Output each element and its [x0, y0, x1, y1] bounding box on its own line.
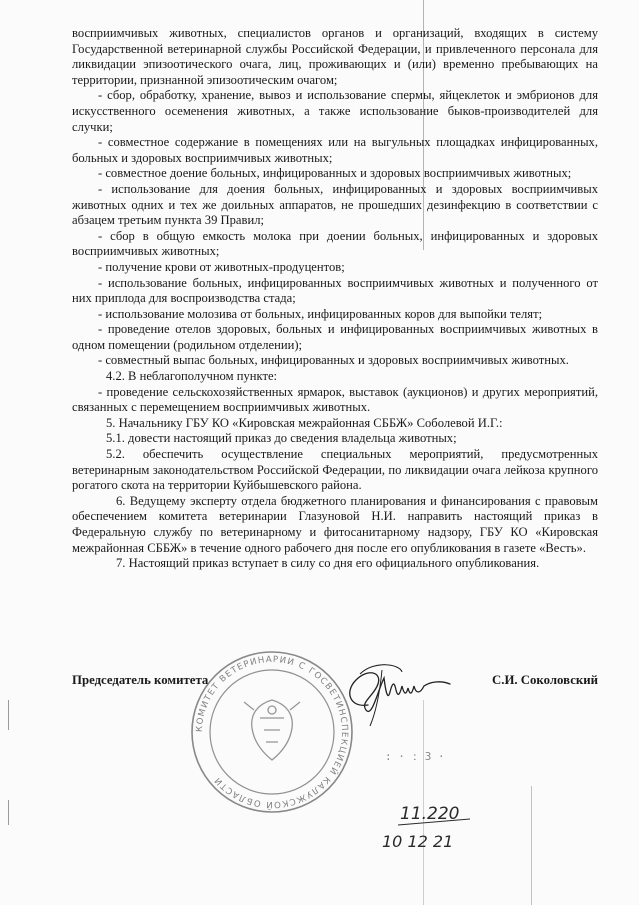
paragraph: - сбор в общую емкость молока при доении больных, инфицированных и здоровых восприимчивых животных;	[72, 228, 598, 259]
paragraph: - сбор, обработку, хранение, вывоз и использование спермы, яйцеклеток и эмбрионов для искусственного осеменения животных, а также использование быков-производителей для случки;	[72, 88, 598, 134]
signer-title: Председатель комитета	[72, 673, 209, 687]
signer-name: С.И. Соколовский	[492, 673, 598, 687]
scan-edge-mark	[8, 700, 9, 730]
scan-noise-marks: : · ː 3 ·	[385, 750, 445, 763]
scan-artifact-line	[531, 786, 532, 905]
document-body	[72, 26, 598, 572]
paragraph: 7. Настоящий приказ вступает в силу со дня его официального опубликования.	[116, 556, 540, 571]
paragraph: - совместный выпас больных, инфицированных и здоровых восприимчивых животных.	[98, 353, 569, 368]
paragraph: 5.1. довести настоящий приказ до сведения владельца животных;	[106, 431, 457, 446]
scan-edge-mark	[8, 800, 9, 825]
paragraph: - использование молозива от больных, инфицированных коров для выпойки телят;	[98, 306, 543, 321]
paragraph: восприимчивых животных, специалистов органов и организаций, входящих в систему Государственной ветеринарной службы Российской Федерации, и привлеченного персонала для ликвидации эпизоотического очага, лиц, проживающих и (или) временно пребывающих на территории, признанной эпизоотическим очагом;	[72, 26, 598, 87]
paragraph: - проведение сельскохозяйственных ярмарок, выставок (аукционов) и других мероприятий, связанных с перемещением восприимчивых животных.	[72, 384, 598, 415]
handwritten-registration	[380, 795, 530, 865]
paragraph: 6. Ведущему эксперту отдела бюджетного планирования и финансирования с правовым обеспечением комитета ветеринарии Глазуновой Н.И. направить настоящий приказ в Федеральную службу по ветеринарному и фитосанитарному надзору, ГБУ КО «Кировская межрайонная СББЖ» в течение одного рабочего дня после его опубликования в газете «Весть».	[72, 493, 598, 555]
stamp-ring-text: КОМИТЕТ ВЕТЕРИНАРИИ С ГОСВЕТИНСПЕКЦИЕЙ КАЛУЖСКОЙ ОБЛАСТИ	[194, 654, 350, 810]
paragraph: - проведение отелов здоровых, больных и инфицированных восприимчивых животных в одном помещении (родильном отделении);	[72, 322, 598, 352]
paragraph: - использование больных, инфицированных восприимчивых животных и полученного от них приплода для воспроизводства стада;	[72, 275, 598, 306]
paragraph: - совместное доение больных, инфицированных и здоровых восприимчивых животных;	[98, 166, 572, 181]
paragraph: - совместное содержание в помещениях или на выгульных площадках инфицированных, больных и здоровых восприимчивых животных;	[72, 135, 598, 165]
section-heading: 4.2. В неблагополучном пункте:	[106, 369, 278, 384]
paragraph: - получение крови от животных-продуцентов;	[98, 259, 345, 274]
handwritten-signature	[330, 650, 480, 730]
paragraph: 5. Начальнику ГБУ КО «Кировская межрайонная СББЖ» Соболевой И.Г.:	[106, 415, 503, 430]
registration-date: 10 12 21	[382, 832, 454, 851]
registration-number: 11.220	[400, 804, 460, 824]
paragraph: - использование для доения больных, инфицированных и здоровых восприимчивых животных одних и тех же доильных аппаратов, не прошедших дезинфекцию в соответствии с абзацем третьим пункта 39 Правил;	[72, 181, 598, 228]
paragraph: 5.2. обеспечить осуществление специальных мероприятий, предусмотренных ветеринарным законодательством Российской Федерации, по ликвидации очага лейкоза крупного рогатого скота на территории Куйбышевского района.	[72, 447, 598, 493]
coat-of-arms-icon	[244, 700, 300, 760]
